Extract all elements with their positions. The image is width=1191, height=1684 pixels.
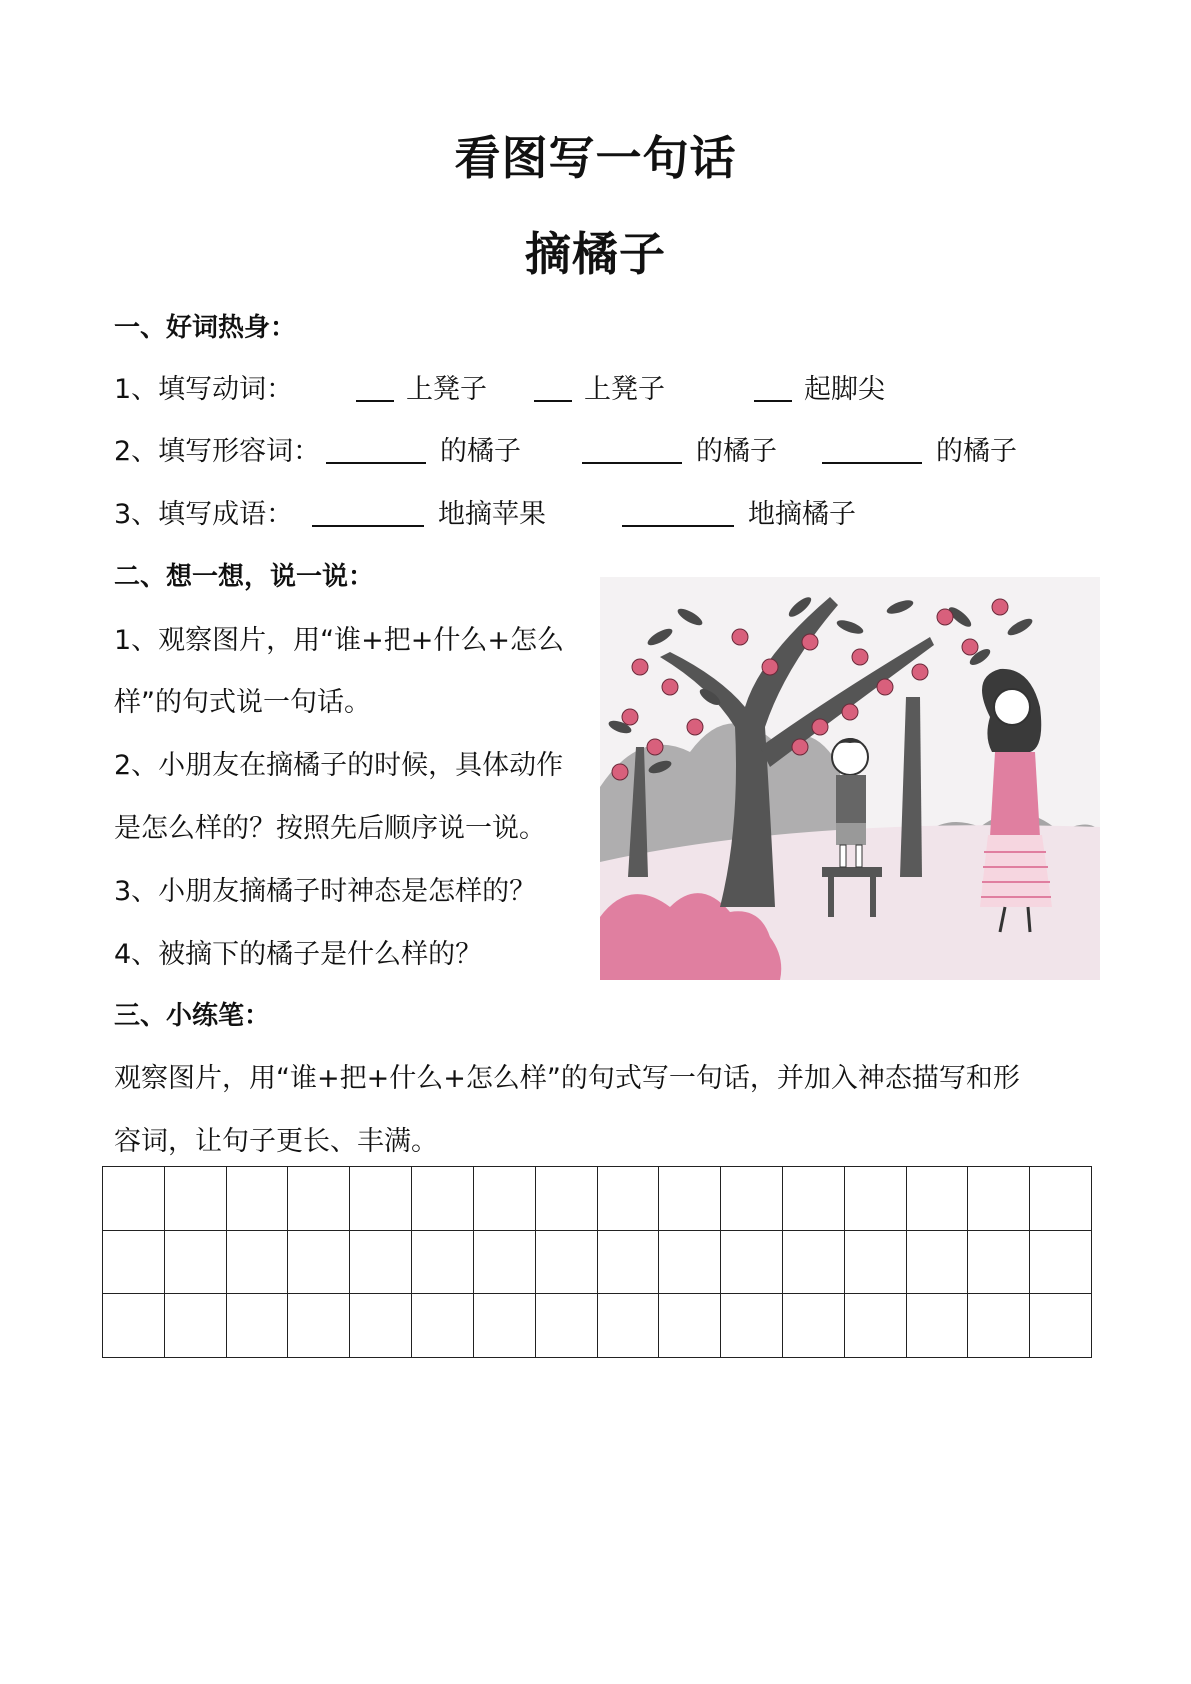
grid-cell[interactable] (1030, 1167, 1092, 1231)
section1-q1-label: 1、填写动词： (114, 374, 294, 405)
grid-cell[interactable] (227, 1167, 289, 1231)
grid-cell[interactable] (474, 1231, 536, 1295)
section1-q2-item-3: 的橘子 (936, 436, 1017, 467)
section3-heading: 三、小练笔： (114, 1001, 271, 1031)
illustration-svg (600, 577, 1100, 980)
grid-cell[interactable] (536, 1167, 598, 1231)
section2-q2-line1: 2、小朋友在摘橘子的时候，具体动作 (114, 750, 564, 781)
grid-cell[interactable] (103, 1231, 165, 1295)
grid-cell[interactable] (659, 1231, 721, 1295)
grid-cell[interactable] (907, 1294, 969, 1358)
grid-cell[interactable] (968, 1167, 1030, 1231)
grid-cell[interactable] (536, 1231, 598, 1295)
grid-cell[interactable] (721, 1294, 783, 1358)
grid-cell[interactable] (288, 1231, 350, 1295)
grid-cell[interactable] (165, 1294, 227, 1358)
grid-cell[interactable] (659, 1167, 721, 1231)
grid-cell[interactable] (721, 1167, 783, 1231)
grid-cell[interactable] (1030, 1231, 1092, 1295)
grid-cell[interactable] (103, 1167, 165, 1231)
blank-adj-2[interactable] (582, 438, 682, 464)
grid-cell[interactable] (659, 1294, 721, 1358)
section2-heading: 二、想一想，说一说： (114, 562, 375, 592)
section1-q3-label: 3、填写成语： (114, 499, 294, 530)
grid-cell[interactable] (288, 1167, 350, 1231)
blank-adj-3[interactable] (822, 438, 922, 464)
grid-cell[interactable] (598, 1167, 660, 1231)
section3-instruction-line2: 容词，让句子更长、丰满。 (114, 1126, 438, 1157)
grid-cell[interactable] (845, 1167, 907, 1231)
page-title: 看图写一句话 (454, 131, 737, 185)
section2-q3: 3、小朋友摘橘子时神态是怎样的？ (114, 876, 537, 907)
section3-instruction-line1: 观察图片，用“谁+把+什么+怎么样”的句式写一句话，并加入神态描写和形 (114, 1063, 1020, 1094)
section2-q1-line1: 1、观察图片，用“谁+把+什么+怎么 (114, 625, 565, 656)
grid-cell[interactable] (103, 1294, 165, 1358)
grid-cell[interactable] (165, 1231, 227, 1295)
blank-idiom-1[interactable] (312, 501, 424, 527)
grid-cell[interactable] (783, 1231, 845, 1295)
grid-cell[interactable] (907, 1231, 969, 1295)
section1-heading: 一、好词热身： (114, 313, 297, 343)
section1-q2-item-2: 的橘子 (696, 436, 777, 467)
grid-cell[interactable] (350, 1231, 412, 1295)
grid-cell[interactable] (165, 1167, 227, 1231)
grid-cell[interactable] (845, 1294, 907, 1358)
grid-cell[interactable] (350, 1294, 412, 1358)
section1-q1-item-2: 上凳子 (584, 374, 665, 405)
grid-cell[interactable] (845, 1231, 907, 1295)
grid-cell[interactable] (598, 1294, 660, 1358)
grid-cell[interactable] (968, 1231, 1030, 1295)
section1-q1-item-1: 上凳子 (406, 374, 487, 405)
grid-cell[interactable] (412, 1231, 474, 1295)
illustration-picking-oranges (600, 577, 1100, 980)
blank-verb-1[interactable] (356, 376, 394, 402)
grid-cell[interactable] (968, 1294, 1030, 1358)
section1-q2-item-1: 的橘子 (440, 436, 521, 467)
grid-cell[interactable] (598, 1231, 660, 1295)
blank-verb-3[interactable] (754, 376, 792, 402)
grid-cell[interactable] (1030, 1294, 1092, 1358)
grid-cell[interactable] (907, 1167, 969, 1231)
blank-idiom-2[interactable] (622, 501, 734, 527)
grid-cell[interactable] (350, 1167, 412, 1231)
grid-cell[interactable] (783, 1294, 845, 1358)
section2-q4: 4、被摘下的橘子是什么样的？ (114, 939, 483, 970)
section1-q3-item-2: 地摘橘子 (748, 499, 856, 530)
section1-q3-item-1: 地摘苹果 (438, 499, 546, 530)
grid-cell[interactable] (288, 1294, 350, 1358)
grid-cell[interactable] (412, 1294, 474, 1358)
grid-cell[interactable] (474, 1294, 536, 1358)
grid-cell[interactable] (412, 1167, 474, 1231)
blank-adj-1[interactable] (326, 438, 426, 464)
page-subtitle: 摘橘子 (525, 227, 666, 281)
section1-q2-label: 2、填写形容词： (114, 436, 321, 467)
grid-cell[interactable] (474, 1167, 536, 1231)
section2-q2-line2: 是怎么样的？按照先后顺序说一说。 (114, 813, 546, 844)
grid-cell[interactable] (227, 1231, 289, 1295)
section1-q1-item-3: 起脚尖 (804, 374, 885, 405)
grid-cell[interactable] (227, 1294, 289, 1358)
grid-cell[interactable] (721, 1231, 783, 1295)
writing-grid[interactable] (102, 1166, 1092, 1358)
grid-cell[interactable] (536, 1294, 598, 1358)
section2-q1-line2: 样”的句式说一句话。 (114, 687, 371, 718)
blank-verb-2[interactable] (534, 376, 572, 402)
grid-cell[interactable] (783, 1167, 845, 1231)
